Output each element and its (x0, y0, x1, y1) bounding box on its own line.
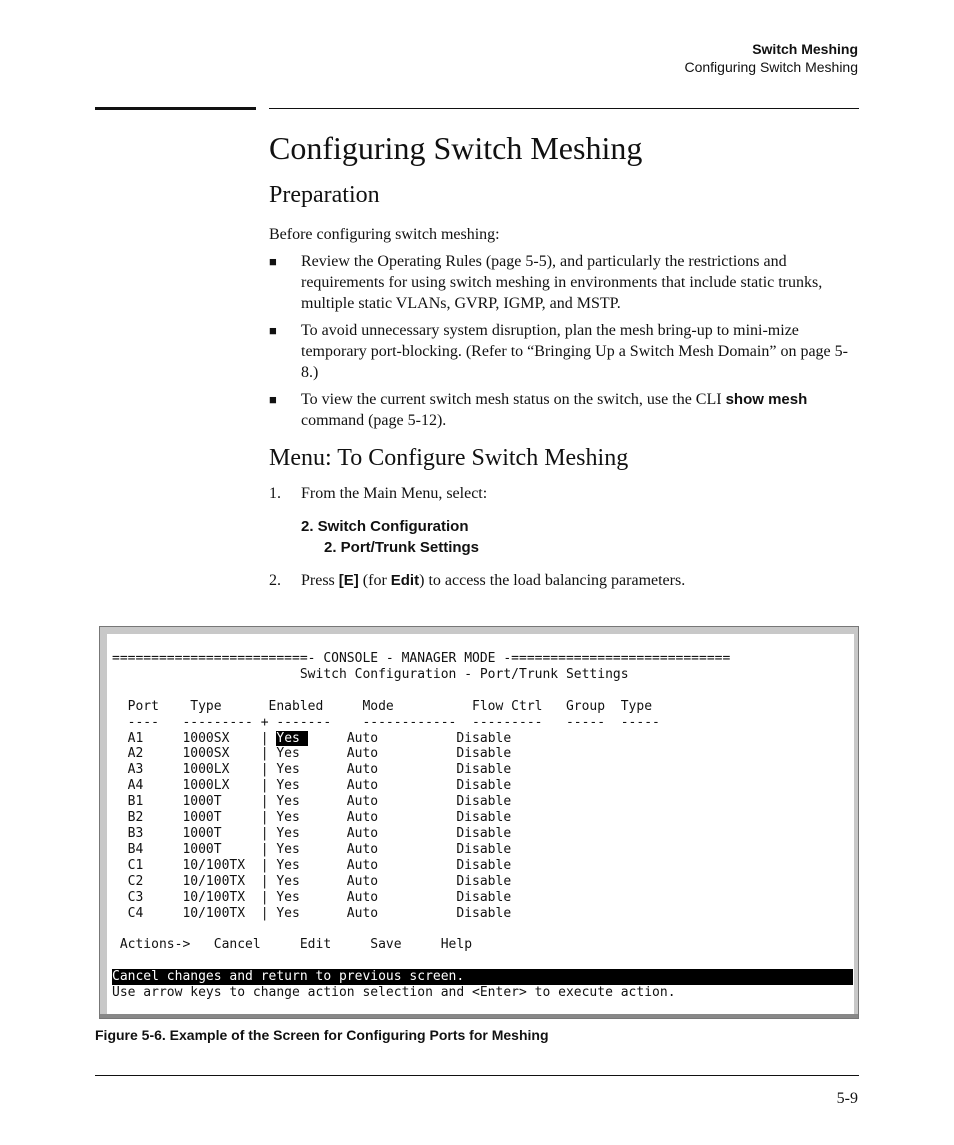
console-banner: =========================- CONSOLE - MANAGER MODE -============================ (112, 651, 731, 666)
header-rule-left (95, 107, 256, 110)
step-text-after: ) to access the load balancing parameters. (419, 572, 686, 589)
bullet-text-before: To view the current switch mesh status on the switch, use the CLI (301, 391, 726, 408)
step-item (269, 483, 864, 504)
key-label: [E] (338, 572, 359, 589)
bullet-text-after: command (page 5-12). (301, 412, 447, 429)
bullet-icon: ■ (269, 392, 277, 407)
step-text-mid: (for (358, 572, 391, 589)
step-text: From the Main Menu, select: (301, 485, 488, 502)
footer-rule (95, 1075, 859, 1076)
console-subtitle: Switch Configuration - Port/Trunk Settings (112, 666, 629, 682)
step-number: 1. (269, 485, 281, 502)
help-line: Use arrow keys to change action selection and <Enter> to execute action. (112, 985, 676, 1001)
main-content (269, 128, 864, 591)
table-divider: ---- --------- + ------- ------------ --------- ----- ----- (112, 714, 660, 730)
steps-list (269, 483, 864, 504)
table-row: B3 1000T | Yes Auto Disable (112, 825, 512, 841)
enabled-field-selected[interactable]: Yes (276, 730, 308, 746)
table-row: B1 1000T | Yes Auto Disable (112, 794, 512, 810)
page-number: 5-9 (836, 1090, 858, 1107)
bullet-icon: ■ (269, 254, 277, 269)
running-header-subsection: Configuring Switch Meshing (684, 59, 858, 75)
table-row: C2 10/100TX | Yes Auto Disable (112, 873, 512, 889)
table-row: A2 1000SX | Yes Auto Disable (112, 746, 512, 762)
menu-path (301, 516, 864, 558)
screen-frame-right (854, 627, 858, 1018)
figure-caption: Figure 5-6. Example of the Screen for Configuring Ports for Meshing (95, 1027, 549, 1043)
table-row: C1 10/100TX | Yes Auto Disable (112, 857, 512, 873)
status-line-selected: Cancel changes and return to previous screen. (112, 969, 853, 985)
table-row: B4 1000T | Yes Auto Disable (112, 841, 512, 857)
bullet-text: Review the Operating Rules (page 5-5), and particularly the restrictions and requirements for using switch meshing in environments that include static trunks, multiple static VLANs, GVRP, IGMP, and MSTP. (301, 253, 823, 312)
table-row: A3 1000LX | Yes Auto Disable (112, 762, 512, 778)
console-screenshot (99, 626, 859, 1019)
screen-frame-left (100, 627, 107, 1018)
step-item (269, 570, 864, 591)
preparation-intro: Before configuring switch meshing: (269, 226, 500, 243)
list-item (269, 251, 864, 314)
table-row: A1 1000SX | Yes Auto Disable (112, 730, 512, 746)
menu-path-item: 2. Switch Configuration (301, 518, 469, 535)
bullet-icon: ■ (269, 323, 277, 338)
table-row: C3 10/100TX | Yes Auto Disable (112, 889, 512, 905)
key-name: Edit (390, 572, 420, 589)
screen-frame-top (100, 627, 858, 634)
table-row: B2 1000T | Yes Auto Disable (112, 810, 512, 826)
actions-menu[interactable]: Actions-> Cancel Edit Save Help (112, 937, 473, 953)
cli-command: show mesh (725, 391, 808, 408)
screen-frame-bottom (100, 1014, 858, 1018)
menu-path-subitem: 2. Port/Trunk Settings (324, 539, 480, 556)
terminal-text (112, 651, 853, 1001)
table-row: A4 1000LX | Yes Auto Disable (112, 778, 512, 794)
running-header-section: Switch Meshing (752, 41, 858, 57)
list-item (269, 320, 864, 383)
steps-list-2 (269, 570, 864, 591)
list-item (269, 389, 864, 431)
bullet-text: To avoid unnecessary system disruption, plan the mesh bring-up to mini-mize temporary port-blocking. (Refer to “Bringing Up a Switch Mesh Domain” on page 5-8.) (301, 322, 848, 381)
page-title: Configuring Switch Meshing (269, 130, 643, 166)
preparation-list (269, 251, 864, 431)
header-rule-right (269, 108, 859, 109)
table-header: Port Type Enabled Mode Flow Ctrl Group Type (112, 698, 653, 714)
running-header (684, 40, 858, 76)
table-row: C4 10/100TX | Yes Auto Disable (112, 905, 512, 921)
menu-heading: Menu: To Configure Switch Meshing (269, 445, 629, 471)
step-number: 2. (269, 572, 281, 589)
preparation-heading: Preparation (269, 182, 380, 208)
step-text-before: Press (301, 572, 339, 589)
